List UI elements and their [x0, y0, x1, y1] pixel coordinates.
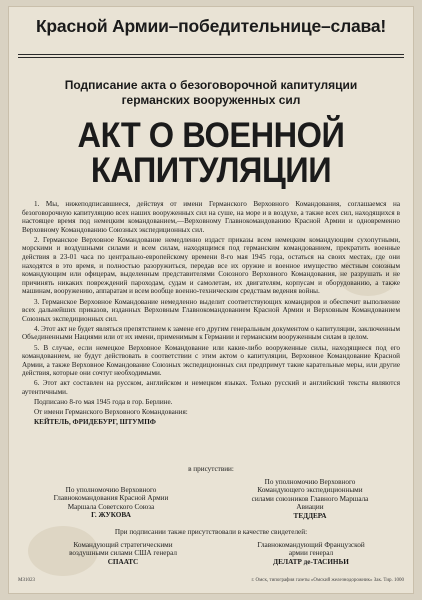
- sig-line: Командующего экспедиционными: [257, 486, 363, 495]
- sig-line: Маршала Советского Союза: [67, 502, 155, 511]
- tedder-signature-block: [222, 478, 398, 520]
- sig-line: Главнокомандующий Французской: [257, 541, 365, 549]
- divider: [18, 57, 404, 58]
- witness-label: При подписании также присутствовали в качестве свидетелей:: [114, 528, 308, 536]
- signed-names: КЕЙТЕЛЬ, ФРИДЕБУРГ, ШТУМПФ: [34, 418, 156, 427]
- subheading-line1: Подписание акта о безоговорочной капитуляции: [64, 78, 358, 92]
- sig-line: Главнокомандования Красной Армии: [53, 494, 169, 503]
- signed-place: Подписано 8-го мая 1945 года в гор. Берлине.: [34, 398, 173, 407]
- footer-printer-info: г. Омск, типография газеты «Омский железнодорожник» Зак. Тир. 1000: [251, 578, 404, 583]
- present-label: в присутствии:: [188, 465, 234, 473]
- title-line1: АКТ О ВОЕННОЙ: [77, 116, 345, 155]
- paragraph-1: 1. Мы, нижеподписавшиеся, действуя от имени Германского Верховного Командования, соглашаемся на безоговорочную капитуляцию всех наших вооруженных сил на суше, на море и в воздухе, а также всех сил, находящихся в настоящее время под немецким командованием,—Верховному Главнокомандованию Красной Армии и одновременно Верховному Командованию Союзных экспедиционных сил.: [22, 200, 400, 234]
- sig-name: СПААТС: [107, 557, 139, 566]
- divider: [18, 54, 404, 55]
- paragraph-6: 6. Этот акт составлен на русском, английском и немецком языках. Только русский и английский тексты являются аутентичными.: [22, 379, 400, 396]
- subheading: [8, 78, 414, 108]
- banner-slogan: Красной Армии–победительнице–слава!: [35, 16, 387, 36]
- sig-name: Г. ЖУКОВА: [91, 511, 131, 520]
- sig-name: ТЕДДЕРА: [293, 511, 327, 520]
- sig-line: По уполномочию Верховного: [65, 486, 157, 494]
- paragraph-2: 2. Германское Верховное Командование немедленно издаст приказы всем немецким командующим сухопутными, морскими и воздушными силами и всем силам, находящимся под германским командованием, прекратить военные действия в 23-01 часа по центрально-европейскому времени 8-го мая 1945 года, остаться на своих местах, где они находятся в это время, и полностью разоружиться, передав все их оружие и военное имущество местным союзным командующим или офицерам, выделенным представителями Союзного Верховного Командования, не разрушать и не причинять никаких повреждений пароходам, судам и самолетам, их двигателям, корпусам и оборудованию, а также машинам, вооружению, аппаратам и всем вообще военно-техническим средствам ведения войны.: [22, 235, 400, 296]
- zhukov-signature-block: [26, 486, 196, 520]
- delattre-signature-block: [226, 541, 396, 566]
- sig-line: армии генерал: [288, 549, 334, 558]
- sig-line: По уполномочию Верховного: [264, 478, 356, 486]
- sig-line: Командующий стратегическими: [73, 541, 173, 549]
- paragraph-4: 4. Этот акт не будет являться препятствием к замене его другим генеральным документом о капитуляции, заключенным Объединенными Нациями или от их имени, применимым к Германии и германским вооруженным силам в целом.: [22, 324, 400, 342]
- sig-line: воздушными силами США генерал: [69, 549, 177, 558]
- paragraph-3: 3. Германское Верховное Командование немедленно выделит соответствующих командиров и обеспечит выполнение всех дальнейших приказов, изданных Верховным Главнокомандованием Красной Армии и Верховным Командованием Союзных экспедиционных сил.: [22, 297, 400, 323]
- subheading-line2: германских вооруженных сил: [121, 93, 301, 107]
- title-line2: КАПИТУЛЯЦИИ: [90, 151, 332, 190]
- signed-behalf: От имени Германского Верховного Командования:: [34, 408, 188, 417]
- poster-sheet: [8, 6, 414, 594]
- sig-line: силами союзников Главного Маршала: [251, 494, 369, 503]
- document-title: [22, 118, 400, 188]
- print-footer: [18, 578, 404, 583]
- paragraph-5: 5. В случае, если немецкое Верховное Командование или какие-либо вооруженные силы, находящиеся под его командованием, не будут действовать в соответствии с этим актом о капитуляции, Верховное Командование Красной Армии, а также Верховное Командование Союзных экспедиционных сил предпримут такие карательные меры, или другие действия, которые они сочтут необходимыми.: [22, 343, 400, 378]
- act-body: [22, 200, 400, 428]
- sig-name: ДЕЛАТР де-ТАСИНЬИ: [273, 557, 349, 566]
- spaatz-signature-block: [48, 541, 198, 566]
- sig-line: Авиации: [296, 503, 324, 512]
- footer-order-number: МЗ1023: [18, 578, 35, 583]
